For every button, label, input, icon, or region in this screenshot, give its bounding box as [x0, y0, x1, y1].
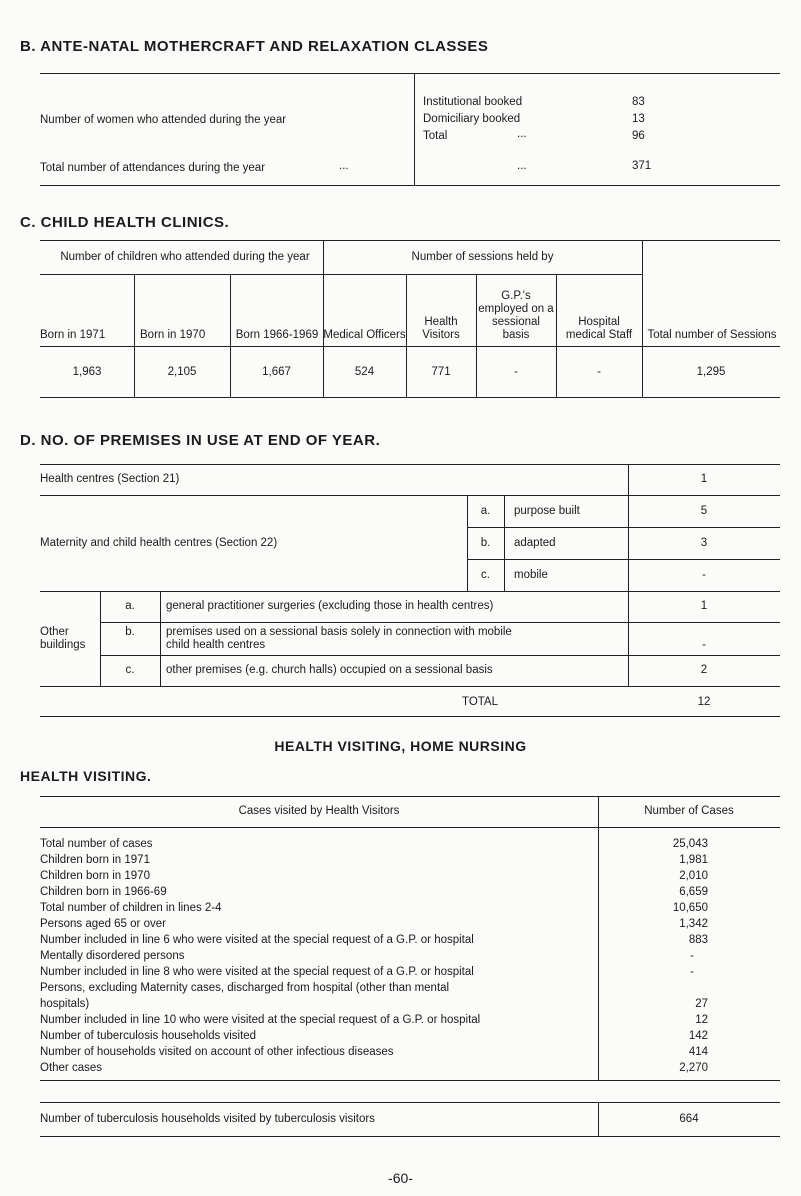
hv-row-label: Children born in 1966-69 — [40, 886, 167, 898]
maternity-label-a: purpose built — [514, 504, 580, 517]
hv-row-value: 142 — [688, 1030, 708, 1042]
hv-row-label: Total number of cases — [40, 838, 153, 850]
maternity-letter-c: c. — [481, 568, 490, 581]
maternity-letter-a: a. — [480, 504, 491, 517]
header-medical-officers: Medical Officers — [323, 329, 406, 341]
hv-row-value: 2,270 — [679, 1062, 708, 1074]
hv-row-value: 414 — [688, 1046, 708, 1058]
header-born-1971: Born in 1971 — [40, 329, 106, 341]
header-hospital-staff: Hospital medical Staff — [565, 316, 633, 341]
value-health-visitors: 771 — [431, 366, 451, 378]
header-born-1966-1969: Born 1966-1969 — [235, 329, 319, 341]
value-medical-officers: 524 — [354, 366, 375, 378]
hv-row-label: Number included in line 6 who were visited at the special request of a G.P. or hospital — [40, 934, 474, 946]
total-attendances-label: Total number of attendances during the year — [40, 162, 266, 174]
institutional-label: Institutional booked — [423, 96, 523, 108]
header-gp-sessional: G.P.'s employed on a sessional basis — [478, 290, 554, 341]
other-letter-b: b. — [125, 626, 135, 638]
header-total-sessions: Total number of Sessions — [647, 329, 777, 341]
health-visiting-subtitle: HEALTH VISITING. — [20, 768, 152, 784]
hv-row-value: 2,010 — [679, 870, 708, 882]
hv-row-value: 27 — [695, 998, 708, 1010]
hv-col1-header: Cases visited by Health Visitors — [238, 805, 400, 817]
hv-col2-header: Number of Cases — [644, 805, 734, 817]
hv-row-value: 12 — [695, 1014, 708, 1026]
maternity-letter-b: b. — [480, 536, 491, 549]
hv-row-label: Children born in 1971 — [40, 854, 150, 866]
hv-row-label: Number included in line 10 who were visited at the special request of a G.P. or hospital — [40, 1014, 481, 1026]
hv-row-label: Children born in 1970 — [40, 870, 150, 882]
value-total-sessions: 1,295 — [696, 366, 726, 378]
institutional-value: 83 — [632, 96, 645, 108]
hv-row-label: Persons, excluding Maternity cases, discharged from hospital (other than mental — [40, 982, 450, 994]
domiciliary-label: Domiciliary booked — [423, 113, 521, 125]
hv-row-label: hospitals) — [40, 998, 90, 1010]
total-label: Total — [423, 130, 448, 142]
maternity-label-b: adapted — [514, 536, 556, 549]
value-gp-sessional: - — [514, 366, 518, 378]
premises-total-label: TOTAL — [462, 695, 498, 708]
health-centres-value: 1 — [700, 473, 708, 485]
dots: ... — [517, 160, 527, 172]
hv-row-value: - — [690, 966, 694, 978]
maternity-value-c: - — [702, 568, 706, 581]
tb-visitors-label: Number of tuberculosis households visited by tuberculosis visitors — [40, 1112, 375, 1125]
dots: ... — [339, 160, 349, 172]
hv-row-label: Other cases — [40, 1062, 102, 1074]
maternity-label: Maternity and child health centres (Section 22) — [40, 536, 278, 549]
value-hospital-staff: - — [597, 366, 601, 378]
hv-row-value: 25,043 — [672, 838, 708, 850]
hv-row-value: 6,659 — [679, 886, 708, 898]
domiciliary-value: 13 — [632, 113, 645, 125]
hv-row-value: 1,342 — [679, 918, 708, 930]
section-c-title: C. CHILD HEALTH CLINICS. — [20, 214, 230, 231]
hv-row-label: Number included in line 8 who were visited at the special request of a G.P. or hospital — [40, 966, 474, 978]
page-number: -60- — [388, 1170, 413, 1186]
health-centres-label: Health centres (Section 21) — [40, 473, 180, 485]
children-group-header: Number of children who attended during the year — [60, 250, 310, 263]
hv-row-value: 1,981 — [679, 854, 708, 866]
section-b-title: B. ANTE-NATAL MOTHERCRAFT AND RELAXATION CLASSES — [20, 38, 489, 55]
attendances-value: 371 — [632, 160, 652, 172]
maternity-value-b: 3 — [700, 536, 708, 549]
value-born-1971: 1,963 — [72, 366, 102, 378]
hv-row-label: Total number of children in lines 2-4 — [40, 902, 222, 914]
hv-row-label: Number of households visited on account of other infectious diseases — [40, 1046, 394, 1058]
other-value-b: - — [702, 639, 706, 651]
other-value-c: 2 — [700, 664, 708, 676]
maternity-label-c: mobile — [514, 568, 548, 581]
other-letter-a: a. — [125, 600, 135, 612]
value-born-1966-1969: 1,667 — [262, 366, 291, 378]
hv-row-label: Mentally disordered persons — [40, 950, 185, 962]
sessions-group-header: Number of sessions held by — [411, 250, 554, 263]
total-value: 96 — [632, 130, 645, 142]
hv-row-value: 883 — [688, 934, 708, 946]
premises-total-value: 12 — [697, 695, 711, 708]
other-value-a: 1 — [700, 600, 708, 612]
women-attended-label: Number of women who attended during the year — [40, 114, 287, 126]
value-born-1970: 2,105 — [167, 366, 197, 378]
hv-row-value: 10,650 — [672, 902, 708, 914]
tb-visitors-value: 664 — [679, 1112, 699, 1125]
section-d-title: D. NO. OF PREMISES IN USE AT END OF YEAR. — [20, 432, 381, 449]
maternity-value-a: 5 — [700, 504, 708, 517]
other-label-c: other premises (e.g. church halls) occupied on a sessional basis — [166, 664, 493, 676]
dots: ... — [517, 128, 527, 140]
other-label-b: premises used on a sessional basis solely in connection with mobile child health centres — [166, 625, 512, 651]
other-label-a: general practitioner surgeries (excluding those in health centres) — [166, 600, 494, 612]
header-health-visitors: Health Visitors — [422, 316, 460, 341]
other-buildings-label: Other buildings — [40, 625, 86, 651]
hv-row-value: - — [690, 950, 694, 962]
health-visiting-main-title: HEALTH VISITING, HOME NURSING — [274, 738, 527, 754]
header-born-1970: Born in 1970 — [140, 329, 206, 341]
hv-row-label: Number of tuberculosis households visited — [40, 1030, 257, 1042]
hv-row-label: Persons aged 65 or over — [40, 918, 166, 930]
other-letter-c: c. — [125, 664, 135, 676]
